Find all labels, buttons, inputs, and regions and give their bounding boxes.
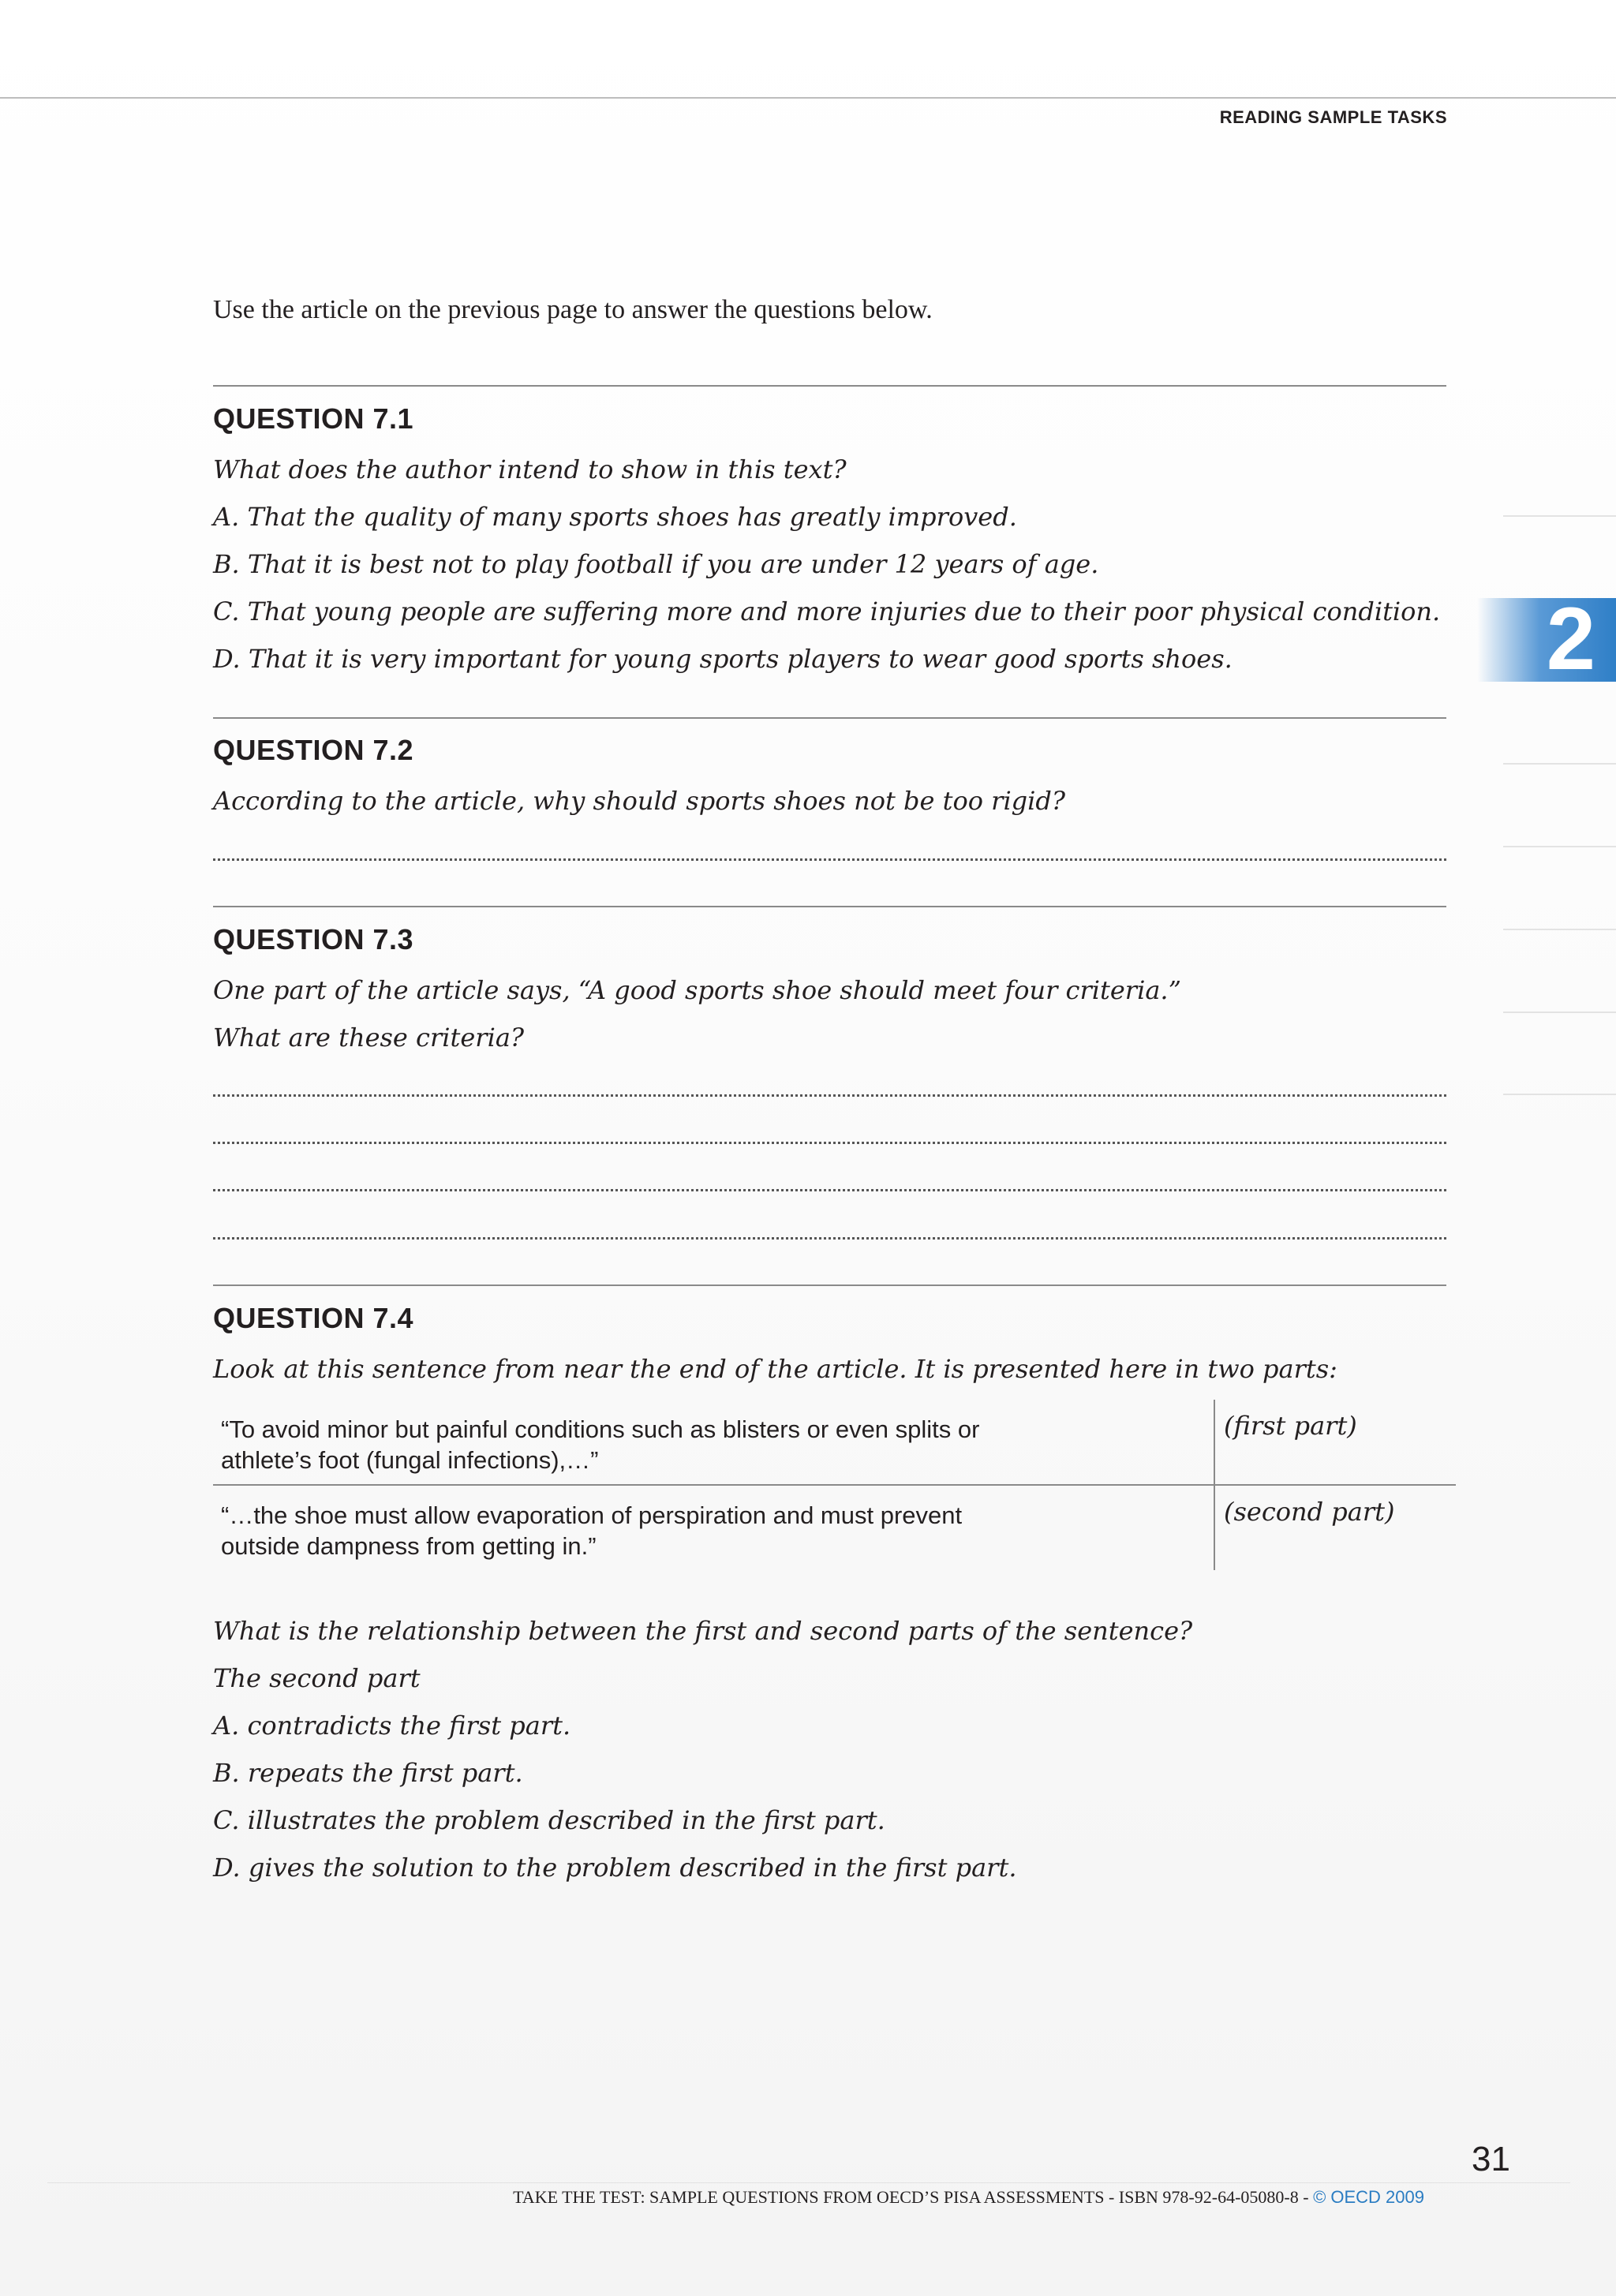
question-7-2-title: QUESTION 7.2 [213, 734, 414, 766]
header-rule [0, 97, 1616, 99]
table-row [213, 1484, 1456, 1570]
sentence-text-line: “To avoid minor but painful conditions such as blisters or even splits or [221, 1415, 980, 1443]
answer-line[interactable] [213, 1142, 1446, 1144]
question-7-4-stem: The second part [213, 1663, 421, 1693]
answer-line[interactable] [213, 1189, 1446, 1191]
sentence-second-part [221, 1500, 1207, 1561]
copyright-link[interactable]: © OECD 2009 [1313, 2187, 1424, 2207]
answer-line[interactable] [213, 1094, 1446, 1097]
footer [513, 2187, 1424, 2208]
margin-line [1503, 929, 1616, 930]
question-7-3-prompt: One part of the article says, “A good sports shoe should meet four criteria.” [213, 975, 1181, 1005]
question-7-4-prompt: Look at this sentence from near the end of the article. It is presented here in two parts: [213, 1354, 1337, 1384]
margin-line [1503, 1094, 1616, 1095]
chapter-number: 2 [1546, 589, 1595, 688]
question-7-3-prompt-line-2: What are these criteria? [213, 1023, 525, 1053]
question-7-1-option-a[interactable]: A. That the quality of many sports shoes has greatly improved. [213, 502, 1017, 532]
sentence-parts-table [213, 1400, 1456, 1570]
question-7-4-option-c[interactable]: C. illustrates the problem described in the first part. [213, 1805, 885, 1835]
answer-line[interactable] [213, 1237, 1446, 1240]
sentence-first-part [221, 1414, 1207, 1475]
section-divider [213, 717, 1446, 719]
question-7-3-title: QUESTION 7.3 [213, 923, 414, 955]
question-7-1-option-d[interactable]: D. That it is very important for young sports players to wear good sports shoes. [213, 644, 1233, 674]
margin-line [1503, 515, 1616, 517]
question-7-1-title: QUESTION 7.1 [213, 402, 414, 435]
question-7-4-option-a[interactable]: A. contradicts the first part. [213, 1711, 571, 1741]
question-7-4-option-b[interactable]: B. repeats the first part. [213, 1758, 523, 1788]
question-7-1-option-b[interactable]: B. That it is best not to play football if you are under 12 years of age. [213, 549, 1099, 579]
chapter-tab [1477, 589, 1616, 688]
margin-line [1503, 846, 1616, 847]
margin-line [1503, 1012, 1616, 1013]
margin-line [1503, 763, 1616, 765]
first-part-label: (first part) [1224, 1411, 1357, 1441]
section-divider [213, 385, 1446, 387]
table-row [213, 1400, 1456, 1484]
question-7-1-prompt: What does the author intend to show in this text? [213, 454, 847, 484]
section-divider [213, 1284, 1446, 1286]
running-header: READING SAMPLE TASKS [1219, 107, 1447, 127]
page-number: 31 [1472, 2140, 1510, 2178]
question-7-4-title: QUESTION 7.4 [213, 1302, 414, 1334]
footer-text: TAKE THE TEST: SAMPLE QUESTIONS FROM OECD’S PISA ASSESSMENTS - ISBN 978-92-64-05080-8 - [513, 2187, 1314, 2207]
footer-rule [47, 2182, 1570, 2183]
question-7-4-question: What is the relationship between the first and second parts of the sentence? [213, 1616, 1193, 1646]
intro-text: Use the article on the previous page to answer the questions below. [213, 295, 933, 324]
table-divider [1214, 1400, 1215, 1570]
question-7-2-prompt: According to the article, why should sports shoes not be too rigid? [213, 786, 1066, 816]
question-7-1-option-c[interactable]: C. That young people are suffering more and more injuries due to their poor physical condition. [213, 596, 1441, 626]
sentence-text-line: outside dampness from getting in.” [221, 1532, 597, 1560]
second-part-label: (second part) [1224, 1497, 1395, 1527]
sentence-text-line: athlete’s foot (fungal infections),…” [221, 1446, 599, 1474]
sentence-text-line: “…the shoe must allow evaporation of perspiration and must prevent [221, 1501, 963, 1529]
question-7-4-option-d[interactable]: D. gives the solution to the problem described in the first part. [213, 1853, 1017, 1883]
answer-line[interactable] [213, 858, 1446, 861]
section-divider [213, 906, 1446, 907]
